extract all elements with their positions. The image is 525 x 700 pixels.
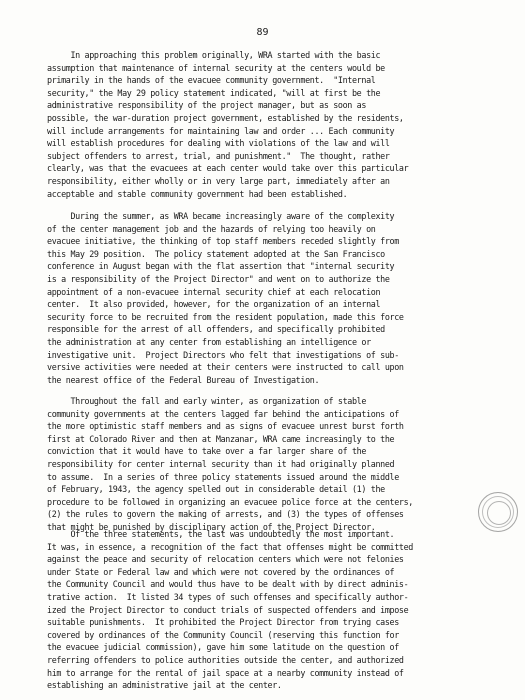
text-line: investigative unit. Project Directors who felt that investigations of sub- — [47, 349, 399, 360]
text-line: ized the Project Director to conduct trials of suspected offenders and impose — [47, 604, 409, 615]
text-line: security force to be recruited from the resident population, made this force — [47, 311, 404, 322]
text-line: primarily in the hands of the evacuee community government. "Internal — [47, 75, 376, 86]
text-line: the evacuee judicial commission), gave him some latitude on the question of — [47, 642, 399, 653]
text-line: the more optimistic staff members and as signs of evacuee unrest burst forth — [47, 421, 404, 432]
text-line: (2) the rules to govern the making of arrests, and (3) the types of offenses — [47, 509, 404, 520]
text-line: against the peace and security of relocation centers which were not felonies — [47, 554, 404, 565]
text-line: responsibility for center internal security than it had originally planned — [47, 458, 395, 469]
library-stamp-center — [487, 501, 511, 525]
text-line: to assume. In a series of three policy statements issued around the middle — [47, 471, 399, 482]
text-line: acceptable and stable community government had been established. — [47, 188, 348, 199]
text-line: It was, in essence, a recognition of the fact that offenses might be committed — [47, 541, 413, 552]
text-line: will include arrangements for maintaining law and order ... Each community — [47, 125, 395, 136]
paragraph-fall-winter-statements — [47, 395, 413, 534]
text-line: possible, the war-duration project government, established by the residents, — [47, 112, 404, 123]
text-line: community governments at the centers lagged far behind the anticipations of — [47, 408, 399, 419]
text-line: administrative responsibility of the project manager, but as soon as — [47, 100, 367, 111]
text-line: subject offenders to arrest, trial, and punishment." The thought, rather — [47, 150, 390, 161]
paragraph-three-statements — [47, 528, 413, 692]
text-line: versive activities were needed at their centers were instructed to call upon — [47, 362, 404, 373]
text-line: evacuee initiative, the thinking of top staff members receded slightly from — [47, 236, 399, 247]
paragraph-summer-policy — [47, 210, 404, 386]
text-line: this May 29 position. The policy statement adopted at the San Francisco — [47, 248, 385, 259]
text-line: of February, 1943, the agency spelled out in considerable detail (1) the — [47, 484, 385, 495]
text-line: security," the May 29 policy statement indicated, "will at first be the — [47, 87, 381, 98]
page-number: 89 — [256, 27, 269, 38]
text-line: In approaching this problem originally, WRA started with the basic — [47, 50, 381, 60]
text-line: suitable punishments. It prohibited the Project Director from trying cases — [47, 617, 399, 628]
text-line: covered by ordinances of the Community Council (reserving this function for — [47, 629, 399, 640]
text-line: him to arrange for the rental of jail space at a nearby community instead of — [47, 667, 404, 678]
text-line: clearly, was that the evacuees at each center would take over this particular — [47, 163, 409, 174]
text-line: will establish procedures for dealing with violations of the law and will — [47, 138, 390, 149]
text-line: the nearest office of the Federal Bureau of Investigation. — [47, 374, 320, 385]
paragraph-internal-security-origins — [47, 49, 408, 200]
text-line: referring offenders to police authorities outside the center, and authorized — [47, 654, 404, 665]
text-line: that might be punished by disciplinary action of the Project Director. — [47, 521, 376, 532]
text-line: procedure to be followed in organizing an evacuee police force at the centers, — [47, 496, 413, 507]
text-line: first at Colorado River and then at Manzanar, WRA came increasingly to the — [47, 433, 395, 444]
text-line: assumption that maintenance of internal security at the centers would be — [47, 62, 385, 73]
text-line: trative action. It listed 34 types of such offenses and specifically author- — [47, 591, 409, 602]
text-line: responsibility, either wholly or in very large part, immediately after an — [47, 175, 390, 186]
text-line: Throughout the fall and early winter, as organization of stable — [47, 396, 367, 406]
text-line: center. It also provided, however, for the organization of an internal — [47, 299, 381, 310]
text-line: the Community Council and would thus have to be dealt with by direct adminis- — [47, 579, 409, 590]
text-line: responsible for the arrest of all offenders, and specifically prohibited — [47, 324, 385, 335]
text-line: During the summer, as WRA became increasingly aware of the complexity — [47, 211, 395, 221]
text-line: of the center management job and the hazards of relying too heavily on — [47, 223, 376, 234]
text-line: conviction that it would have to take over a far larger share of the — [47, 446, 367, 457]
text-line: is a responsibility of the Project Director" and went on to authorize the — [47, 273, 390, 284]
text-line: Of the three statements, the last was undoubtedly the most important. — [47, 529, 395, 539]
text-line: establishing an administrative jail at the center. — [47, 680, 282, 691]
library-stamp — [478, 492, 518, 532]
text-line: under State or Federal law and which were not covered by the ordinances of — [47, 566, 395, 577]
text-line: the administration at any center from establishing an intelligence or — [47, 336, 371, 347]
text-line: conference in August began with the flat assertion that "internal security — [47, 261, 395, 272]
text-line: appointment of a non-evacuee internal security chief at each relocation — [47, 286, 381, 297]
